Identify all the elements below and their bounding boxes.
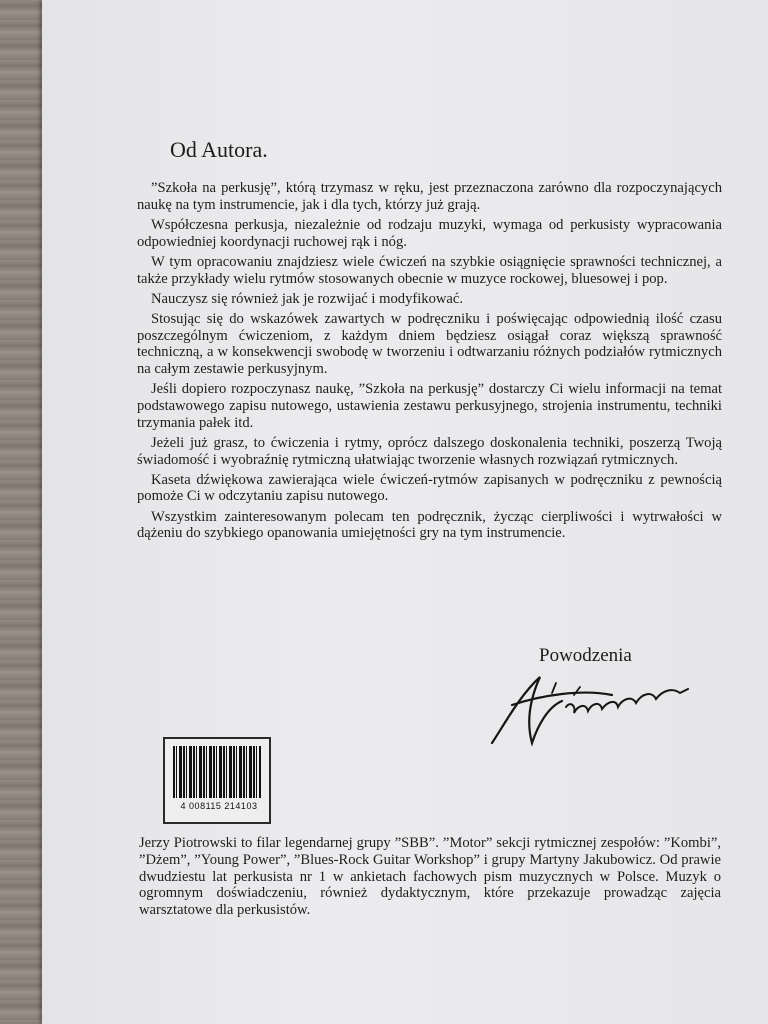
wooden-surface — [0, 0, 44, 1024]
book-back-cover — [42, 0, 768, 1024]
author-foreword — [137, 180, 722, 546]
paragraph: ”Szkoła na perkusję”, którą trzymasz w ręku, jest przeznaczona zarówno dla rozpoczynających naukę na tym instrumencie, jak i dla tych, którzy już grają. — [137, 180, 722, 213]
paragraph: Wszystkim zainteresowanym polecam ten podręcznik, życząc cierpliwości i wytrwałości w dążeniu do szybkiego opanowania umiejętności gry na tym instrumencie. — [137, 508, 722, 542]
closing-word: Powodzenia — [539, 645, 632, 666]
paragraph: Kaseta dźwiękowa zawierająca wiele ćwiczeń-rytmów zapisanych w podręczniku z pewnością pomoże Ci w odczytaniu zapisu nutowego. — [137, 471, 722, 505]
paragraph: Jeśli dopiero rozpoczynasz naukę, ”Szkoła na perkusję” dostarczy Ci wielu informacji na temat podstawowego zapisu nutowego, ustawienia zestawu perkusyjnego, strojenia instrumentu, techniki trzymania pałek itd. — [137, 381, 722, 431]
barcode-label — [163, 737, 271, 824]
paragraph: Nauczysz się również jak je rozwijać i modyfikować. — [151, 290, 464, 307]
paragraph: Współczesna perkusja, niezależnie od rodzaju muzyki, wymaga od perkusisty wypracowania odpowiedniej koordynacji ruchowej rąk i nóg. — [137, 216, 722, 250]
barcode-bars — [173, 746, 261, 798]
barcode-number: 4 008115 214103 — [180, 801, 258, 811]
author-biography: Jerzy Piotrowski to filar legendarnej grupy ”SBB”. ”Motor” sekcji rytmicznej zespołów: ”Kombi”, ”Dżem”, ”Young Power”, ”Blues-Rock Guitar Workshop” i grupy Martyny Jakubowicz. Od prawie dwudziestu lat perkusista nr 1 w ankietach fachowych pism muzycznych w Polsce. Muzyk o ogromnym doświadczeniu, również dydaktycznym, które przekazuje prowadząc zajęcia warsztatowe dla perkusistów. — [139, 835, 721, 919]
author-signature — [482, 665, 697, 755]
page-heading: Od Autora. — [170, 137, 268, 162]
paragraph: W tym opracowaniu znajdziesz wiele ćwiczeń na szybkie osiągnięcie sprawności technicznej, a także przykłady wielu rytmów stosowanych obecnie w muzyce rockowej, bluesowej i pop. — [137, 253, 722, 287]
paragraph: Stosując się do wskazówek zawartych w podręczniku i poświęcając odpowiednią ilość czasu poszczególnym ćwiczeniom, z każdym dniem będziesz osiągał coraz większą sprawność techniczną, a w konsekwencji swobodę w tworzeniu i odtwarzaniu różnych podziałów rytmicznych na całym zestawie perkusyjnym. — [137, 310, 722, 378]
paragraph: Jeżeli już grasz, to ćwiczenia i rytmy, oprócz dalszego doskonalenia techniki, poszerzą Twoją świadomość i wyobraźnię rytmiczną ułatwiając tworzenie własnych rozwiązań rytmicznych. — [137, 434, 722, 468]
